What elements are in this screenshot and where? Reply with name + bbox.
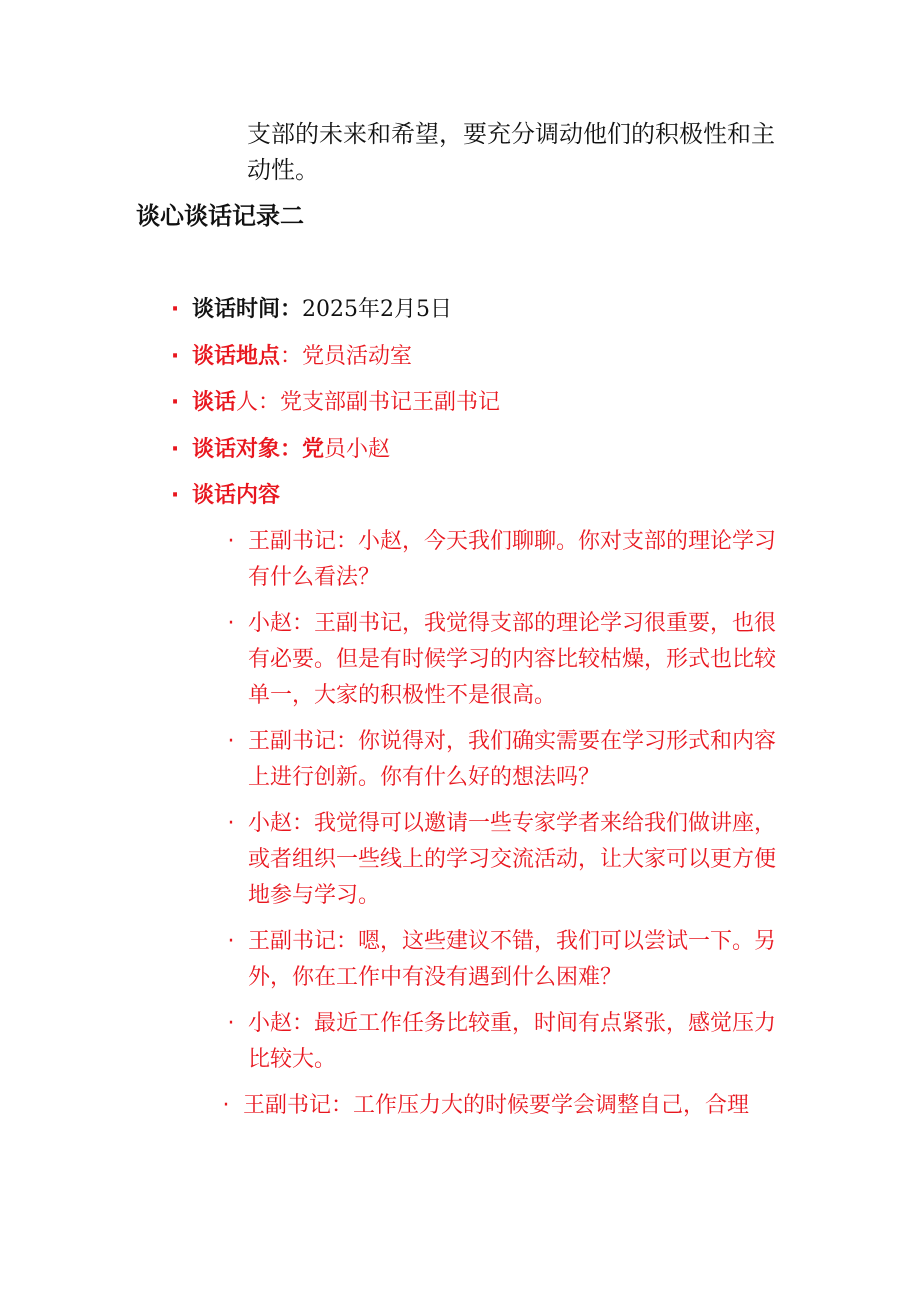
bullet-icon: · [170,343,180,369]
meta-label-content: 谈话内容 [192,483,281,508]
dialogue-item [224,606,794,714]
dialogue-item [224,524,794,596]
meta-item-time [168,292,808,339]
meta-label-time: 谈话时间： [192,297,303,322]
meta-item-speaker [168,385,808,432]
dialogue-text: 小赵：最近工作任务比较重，时间有点紧张，感觉压力比较大。 [248,1011,777,1072]
section-title: 谈心谈话记录二 [136,202,304,230]
meta-list [168,292,808,525]
meta-value-speaker: 党支部副书记王副书记 [280,390,501,415]
dialogue-item [224,724,794,796]
meta-sep-place: ： [280,343,303,369]
bullet-icon: · [227,729,235,754]
dialogue-item [224,1006,794,1078]
meta-value-place: 党员活动室 [302,343,413,369]
bullet-icon: · [227,1011,235,1036]
bullet-icon: · [227,611,235,636]
meta-value-time: 2025年2月5日 [302,297,452,322]
meta-value-target-bold: 党 [302,436,325,462]
dialogue-text: 王副书记：嗯，这些建议不错，我们可以尝试一下。另外，你在工作中有没有遇到什么困难？ [248,929,777,990]
dialogue-text: 王副书记：你说得对，我们确实需要在学习形式和内容上进行创新。你有什么好的想法吗？ [248,729,777,790]
bullet-icon: · [227,929,235,954]
meta-item-content [168,478,808,525]
meta-value-target-rest: 员小赵 [324,436,391,462]
dialogue-text: 王副书记：小赵，今天我们聊聊。你对支部的理论学习有什么看法？ [248,529,777,590]
bullet-icon: · [227,811,235,836]
meta-label-target: 谈话对象： [192,436,303,462]
bullet-icon: · [170,390,180,415]
dialogue-text: 王副书记：工作压力大的时候要学会调整自己，合理 [243,1093,750,1118]
dialogue-text: 小赵：我觉得可以邀请一些专家学者来给我们做讲座，或者组织一些线上的学习交流活动，让大家可以更方便地参与学习。 [248,811,777,908]
meta-label-speaker-bold: 谈话 [192,390,237,415]
dialogue-text: 小赵：王副书记，我觉得支部的理论学习很重要，也很有必要。但是有时候学习的内容比较枯燥，形式也比较单一，大家的积极性不是很高。 [248,611,777,708]
bullet-icon: · [222,1093,230,1118]
meta-item-place [168,339,808,386]
bullet-icon: · [170,483,180,508]
bullet-icon: · [170,297,180,322]
continuation-paragraph: 支部的未来和希望，要充分调动他们的积极性和主动性。 [247,120,775,184]
bullet-icon: · [227,529,235,554]
bullet-icon: · [170,436,180,462]
meta-item-target [168,432,808,479]
meta-label-speaker-rest: 人： [236,390,281,415]
meta-label-place: 谈话地点 [192,343,281,369]
dialogue-item [224,924,794,996]
dialogue-item [224,806,794,914]
dialogue-list [224,524,794,1134]
dialogue-item [219,1088,789,1124]
